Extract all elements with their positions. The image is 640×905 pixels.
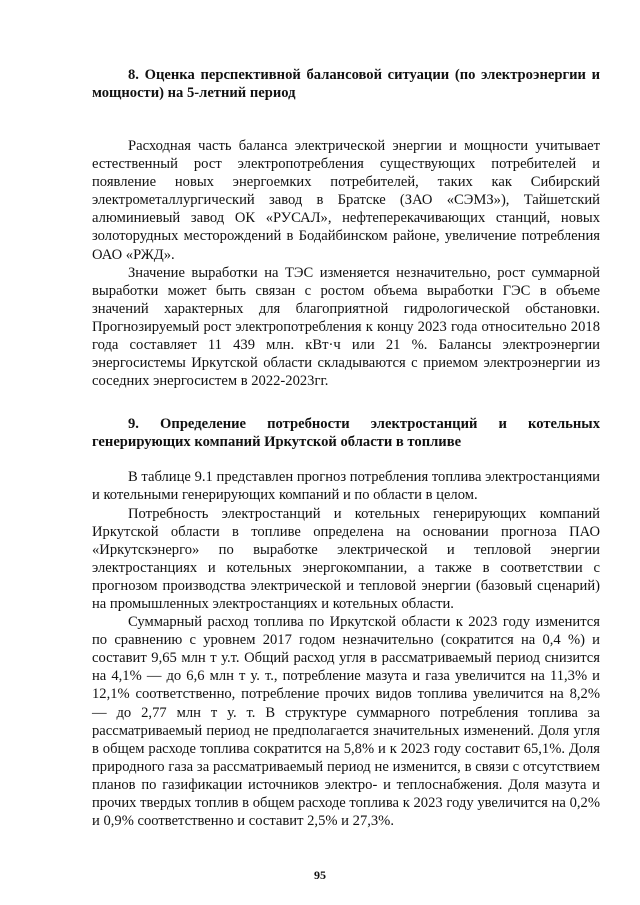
section-9-heading: 9. Определение потребности электростанций и котельных генерирующих компаний Иркутской области в топливе (92, 416, 600, 451)
section-8-paragraph-2: Значение выработки на ТЭС изменяется незначительно, рост суммарной выработки может быть связан с ростом объема выработки ГЭС в объеме значений характерных для благоприятной гидрологической обстановки. Прогнозируемый рост электропотребления к концу 2023 года относительно 2018 года составляет 11 439 млн. кВт·ч или 21 %. Балансы электроэнергии энергосистемы Иркутской области складываются с приемом электроэнергии из соседних энергосистем в 2022-2023гг. (92, 264, 600, 390)
section-8-paragraph-1: Расходная часть баланса электрической энергии и мощности учитывает естественный рост электропотребления существующих потребителей и появление новых энергоемких потребителей, таких как Сибирский электрометаллургический завод в Братске (ЗАО «СЭМЗ»), Тайшетский алюминиевый завод ОК «РУСАЛ», нефтеперекачивающих станций, новых золоторудных месторождений в Бодайбинском районе, увеличение потребления ОАО «РЖД». (92, 138, 600, 263)
section-9-paragraph-3: Суммарный расход топлива по Иркутской области к 2023 году изменится по сравнению с уровнем 2017 годом незначительно (сократится на 0,4 %) и составит 9,65 млн т у.т. Общий расход угля в рассматриваемый период снизится на 4,1% — до 6,6 млн т у. т., потребление мазута и газа увеличится на 11,3% и 12,1% соответственно, потребление прочих видов топлива увеличится на 8,2% — до 2,77 млн т у. т. В структуре суммарного потребления топлива за рассматриваемый период не предполагается значительных изменений. Доля угля в общем расходе топлива сократится на 5,8% и к 2023 году составит 65,1%. Доля природного газа за рассматриваемый период не изменится, в связи с отсутствием планов по газификации источников электро- и теплоснабжения. Доля мазута и прочих твердых топлив в общем расходе топлива к 2023 году увеличится на 0,2% и 0,9% соответственно и составит 2,5% и 27,3%. (92, 614, 600, 830)
page-number: 95 (314, 868, 326, 882)
document-page (92, 66, 600, 830)
section-9-paragraph-1: В таблице 9.1 представлен прогноз потребления топлива электростанциями и котельными генерирующих компаний и по области в целом. (92, 469, 600, 504)
section-9-paragraph-2: Потребность электростанций и котельных генерирующих компаний Иркутской области в топливе определена на основании прогноза ПАО «Иркутскэнерго» по выработке электрической и тепловой энергии электростанциях и котельных энергокомпании, а также в соответствии с прогнозом производства электрической и тепловой энергии (базовый сценарий) на промышленных электростанциях и котельных области. (92, 505, 600, 612)
section-8-heading: 8. Оценка перспективной балансовой ситуации (по электроэнергии и мощности) на 5-летний период (92, 67, 600, 101)
